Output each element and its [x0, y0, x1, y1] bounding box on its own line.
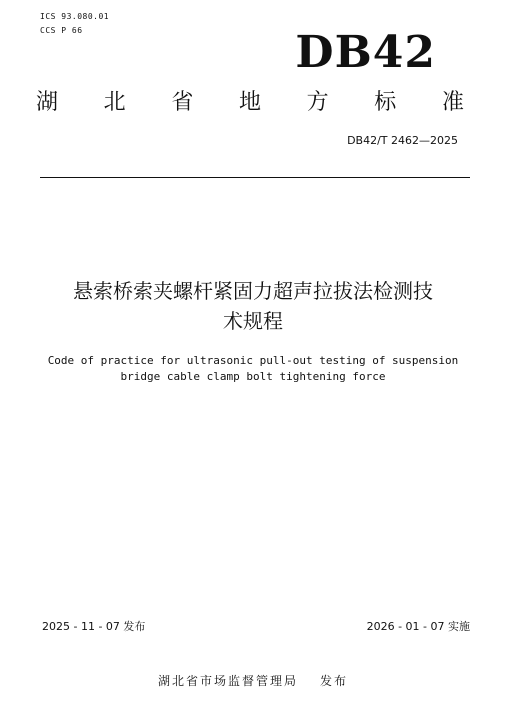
english-title-line: bridge cable clamp bolt tightening force — [120, 370, 386, 383]
category-title-char: 湖 — [36, 90, 59, 115]
standard-number: DB42/T 2462—2025 — [347, 134, 458, 147]
english-title-line: Code of practice for ultrasonic pull-out testing of suspension — [47, 354, 459, 367]
issuing-authority — [0, 673, 506, 689]
chinese-title-line: 悬索桥索夹螺杆紧固力超声拉拔法检测技 — [73, 279, 433, 303]
category-title-char: 北 — [103, 90, 126, 115]
english-title — [36, 353, 470, 385]
issuer-name: 湖北省市场监督管理局 — [157, 674, 298, 688]
category-title-char: 地 — [238, 90, 261, 115]
category-title-char: 省 — [171, 90, 194, 115]
header-divider — [40, 177, 470, 178]
chinese-title — [38, 276, 468, 336]
ics-code: ICS 93.080.01 — [40, 12, 110, 21]
standard-category-title — [36, 88, 464, 118]
category-title-char: 准 — [441, 90, 464, 115]
implementation-date: 2026 - 01 - 07 实施 — [366, 620, 470, 633]
issuer-action: 发布 — [320, 674, 349, 688]
issue-date: 2025 - 11 - 07 发布 — [42, 620, 146, 633]
standard-mark: DB42 — [295, 27, 436, 78]
chinese-title-line: 术规程 — [223, 309, 283, 333]
ccs-code: CCS P 66 — [40, 26, 83, 35]
category-title-char: 方 — [306, 90, 329, 115]
category-title-char: 标 — [374, 90, 397, 115]
